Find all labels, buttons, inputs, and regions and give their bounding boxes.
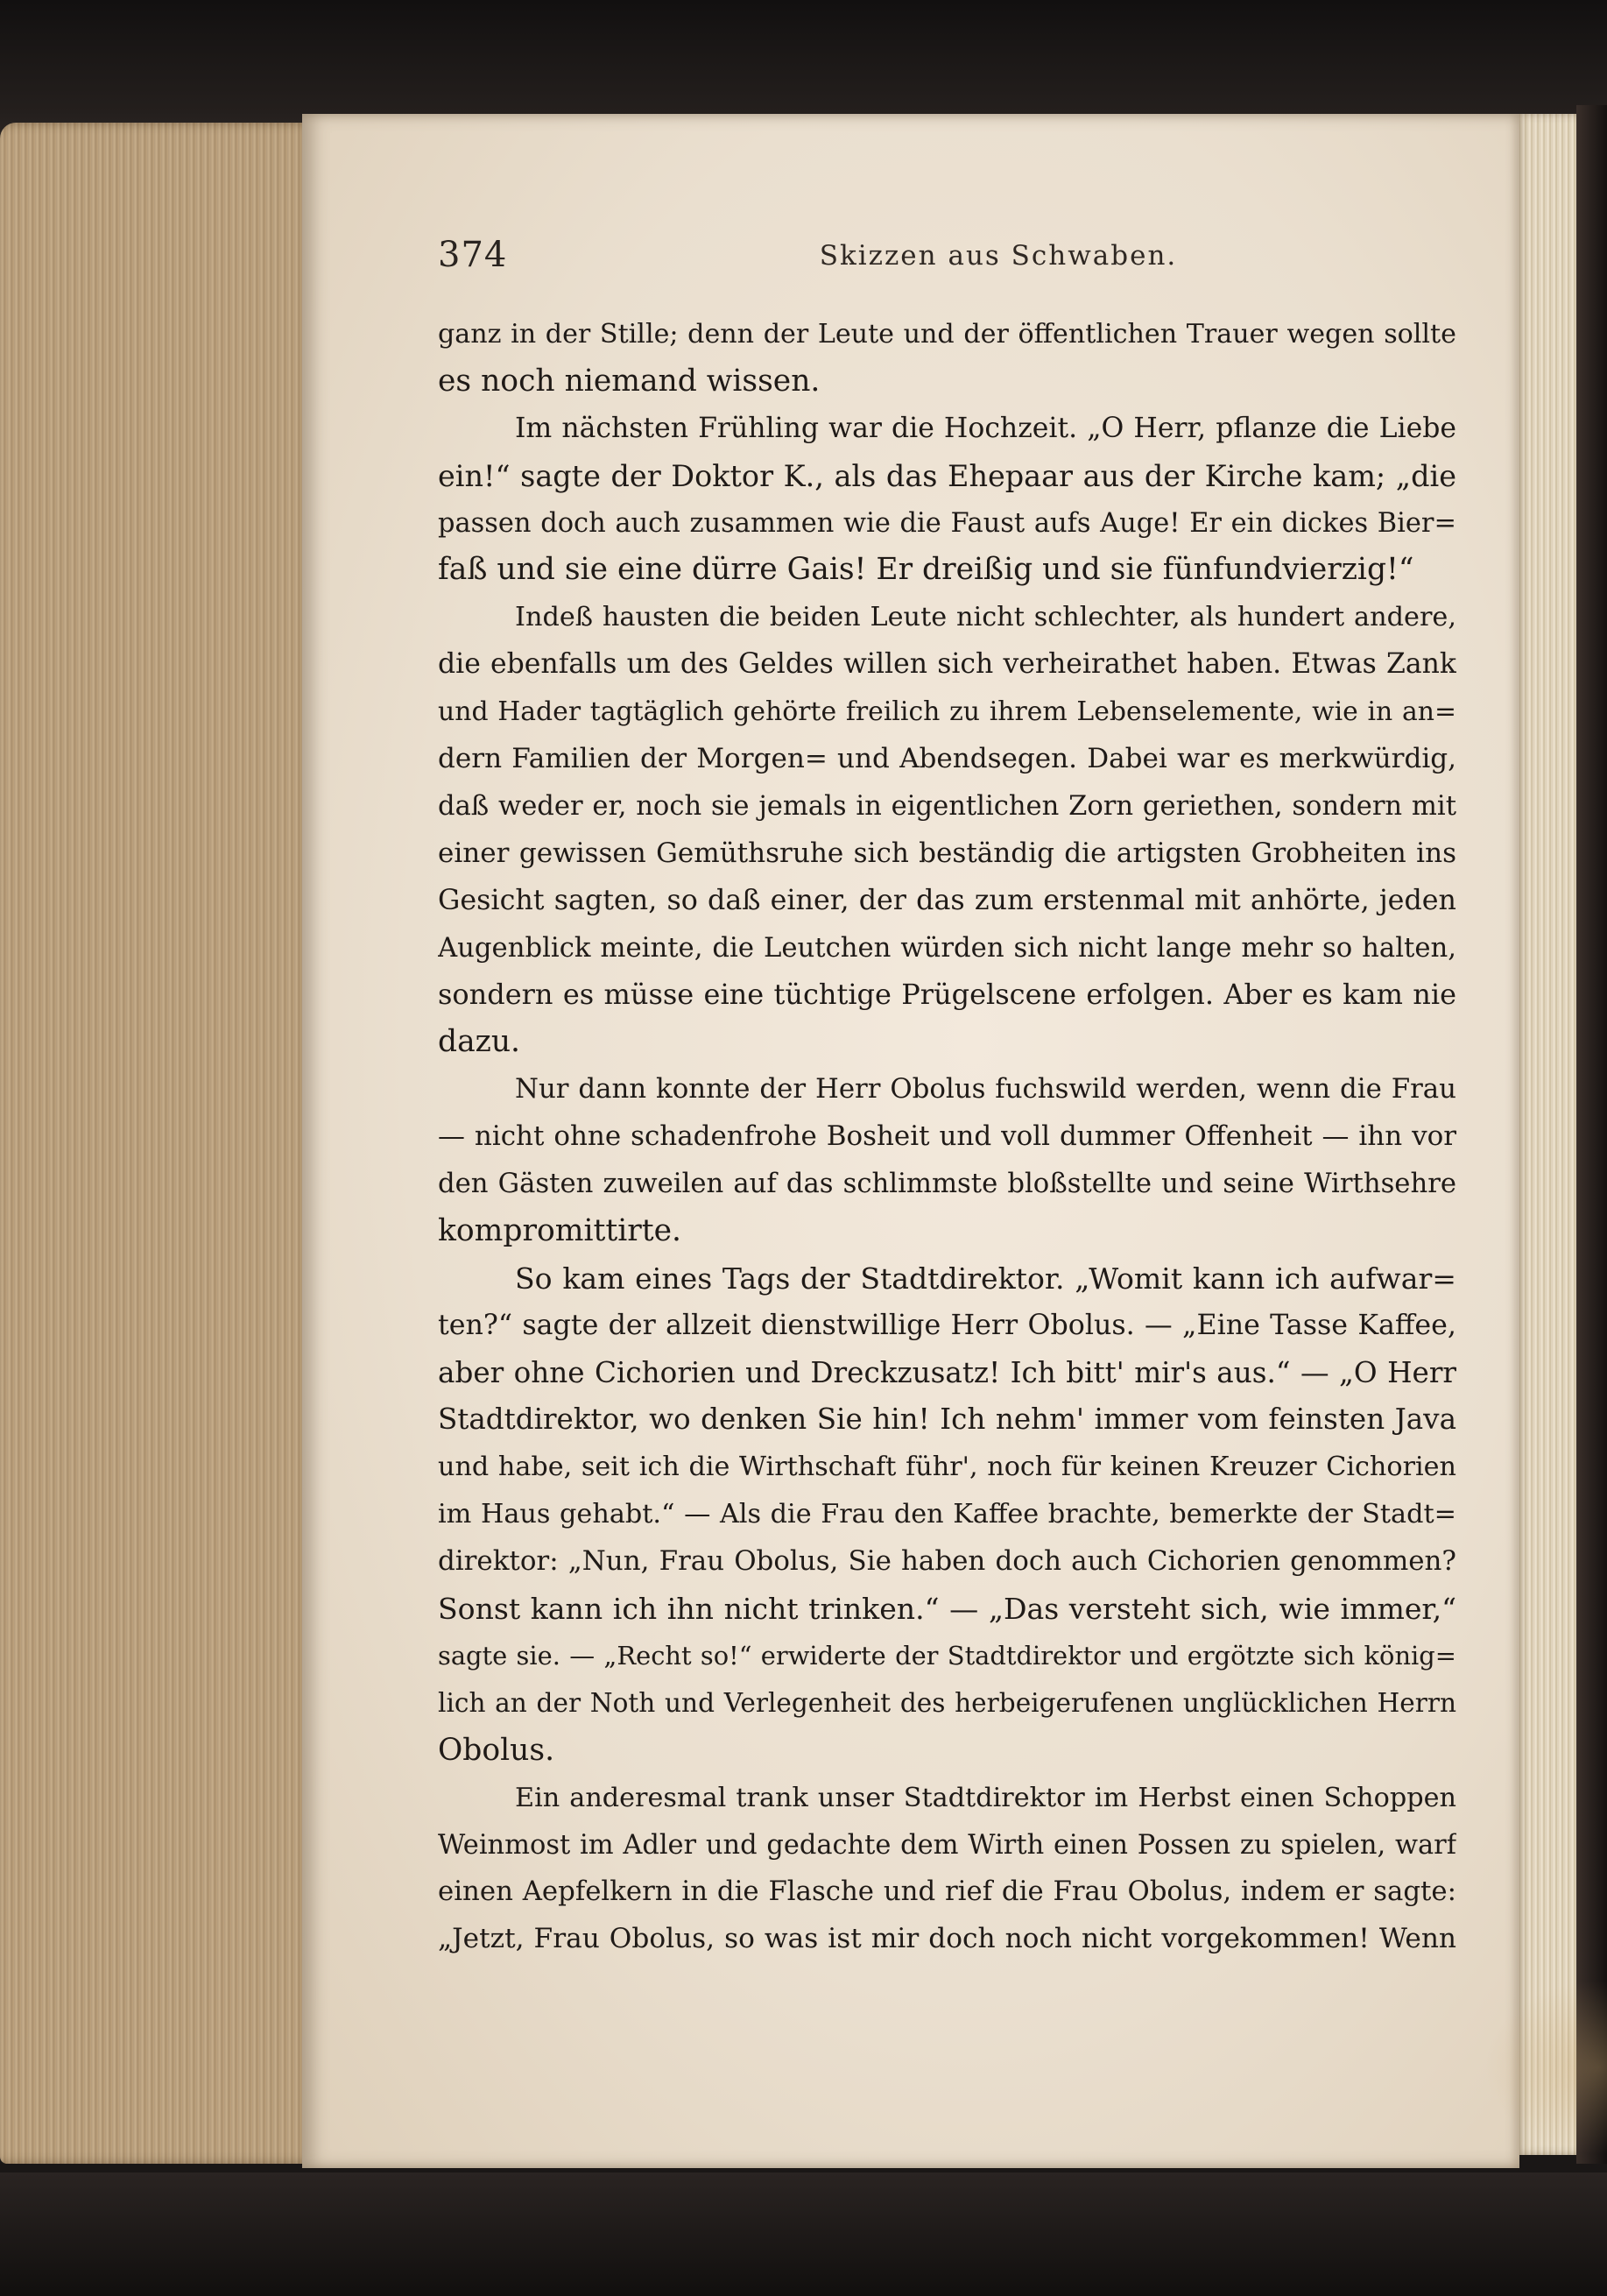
- book-cover-edge: [1576, 105, 1607, 2164]
- text-line: dern Familien der Morgen= und Abendsegen. Dabei war es merkwürdig,: [438, 743, 1456, 775]
- text-line: einen Aepfelkern in die Flasche und rief die Frau Obolus, indem er sagte:: [438, 1876, 1456, 1908]
- text-line: sagte sie. — „Recht so!“ erwiderte der Stadtdirektor und ergötzte sich könig=: [438, 1640, 1456, 1671]
- text-line: ganz in der Stille; denn der Leute und der öffentlichen Trauer wegen sollte: [438, 319, 1456, 350]
- running-title: Skizzen aus Schwaben.: [819, 240, 1178, 272]
- text-line: Stadtdirektor, wo denken Sie hin! Ich nehm' immer vom feinsten Java: [438, 1402, 1456, 1437]
- text-line: Im nächsten Frühling war die Hochzeit. „O Herr, pflanze die Liebe: [515, 412, 1456, 444]
- text-line: — nicht ohne schadenfrohe Bosheit und voll dummer Offenheit — ihn vor: [438, 1120, 1456, 1153]
- text-line: und Hader tagtäglich gehörte freilich zu ihrem Lebenselemente, wie in an=: [438, 696, 1456, 728]
- paper-stain: [1484, 1980, 1607, 2155]
- text-line: im Haus gehabt.“ — Als die Frau den Kaffee brachte, bemerkte der Stadt=: [438, 1499, 1456, 1530]
- text-line: Weinmost im Adler und gedachte dem Wirth einen Possen zu spielen, warf: [438, 1829, 1456, 1861]
- text-line: Sonst kann ich ihn nicht trinken.“ — „Das versteht sich, wie immer,“: [438, 1592, 1456, 1627]
- text-line: Nur dann konnte der Herr Obolus fuchswild werden, wenn die Frau: [515, 1073, 1456, 1106]
- text-line: Obolus.: [438, 1732, 555, 1768]
- page-header: [438, 235, 1454, 287]
- text-line: einer gewissen Gemüthsruhe sich beständig die artigsten Grobheiten ins: [438, 837, 1456, 869]
- text-line: lich an der Noth und Verlegenheit des herbeigerufenen unglücklichen Herrn: [438, 1687, 1456, 1718]
- body-text: [438, 311, 1456, 1963]
- text-line: So kam eines Tags der Stadtdirektor. „Womit kann ich aufwar=: [515, 1261, 1456, 1296]
- text-line: direktor: „Nun, Frau Obolus, Sie haben doch auch Cichorien genommen?: [438, 1545, 1456, 1578]
- text-line: ten?“ sagte der allzeit dienstwillige Herr Obolus. — „Eine Tasse Kaffee,: [438, 1309, 1456, 1341]
- text-line: es noch niemand wissen.: [438, 363, 821, 399]
- text-line: sondern es müsse eine tüchtige Prügelscene erfolgen. Aber es kam nie: [438, 978, 1456, 1012]
- scan-background-bottom: [0, 2172, 1607, 2296]
- text-line: ein!“ sagte der Doktor K., als das Ehepaar aus der Kirche kam; „die: [438, 458, 1456, 493]
- text-line: faß und sie eine dürre Gais! Er dreißig und sie fünfundvierzig!“: [438, 552, 1414, 588]
- text-line: die ebenfalls um des Geldes willen sich verheirathet haben. Etwas Zank: [438, 648, 1456, 681]
- text-line: den Gästen zuweilen auf das schlimmste bloßstellte und seine Wirthsehre: [438, 1169, 1456, 1200]
- text-line: Ein anderesmal trank unser Stadtdirektor im Herbst einen Schoppen: [515, 1782, 1456, 1813]
- text-line: aber ohne Cichorien und Dreckzusatz! Ich bitt' mir's aus.“ — „O Herr: [438, 1355, 1456, 1389]
- book-page-edges-left: [0, 123, 315, 2164]
- text-line: Gesicht sagten, so daß einer, der das zum erstenmal mit anhörte, jeden: [438, 884, 1456, 916]
- text-line: Augenblick meinte, die Leutchen würden sich nicht lange mehr so halten,: [438, 932, 1456, 964]
- text-line: „Jetzt, Frau Obolus, so was ist mir doch noch nicht vorgekommen! Wenn: [438, 1923, 1456, 1955]
- text-line: passen doch auch zusammen wie die Faust aufs Auge! Er ein dickes Bier=: [438, 507, 1456, 539]
- text-line: kompromittirte.: [438, 1212, 681, 1248]
- text-line: und habe, seit ich die Wirthschaft führ', noch für keinen Kreuzer Cichorien: [438, 1452, 1456, 1483]
- page-number: 374: [438, 235, 508, 275]
- text-line: daß weder er, noch sie jemals in eigentlichen Zorn geriethen, sondern mit: [438, 790, 1456, 822]
- text-line: Indeß hausten die beiden Leute nicht schlechter, als hundert andere,: [515, 602, 1456, 633]
- text-line: dazu.: [438, 1024, 521, 1060]
